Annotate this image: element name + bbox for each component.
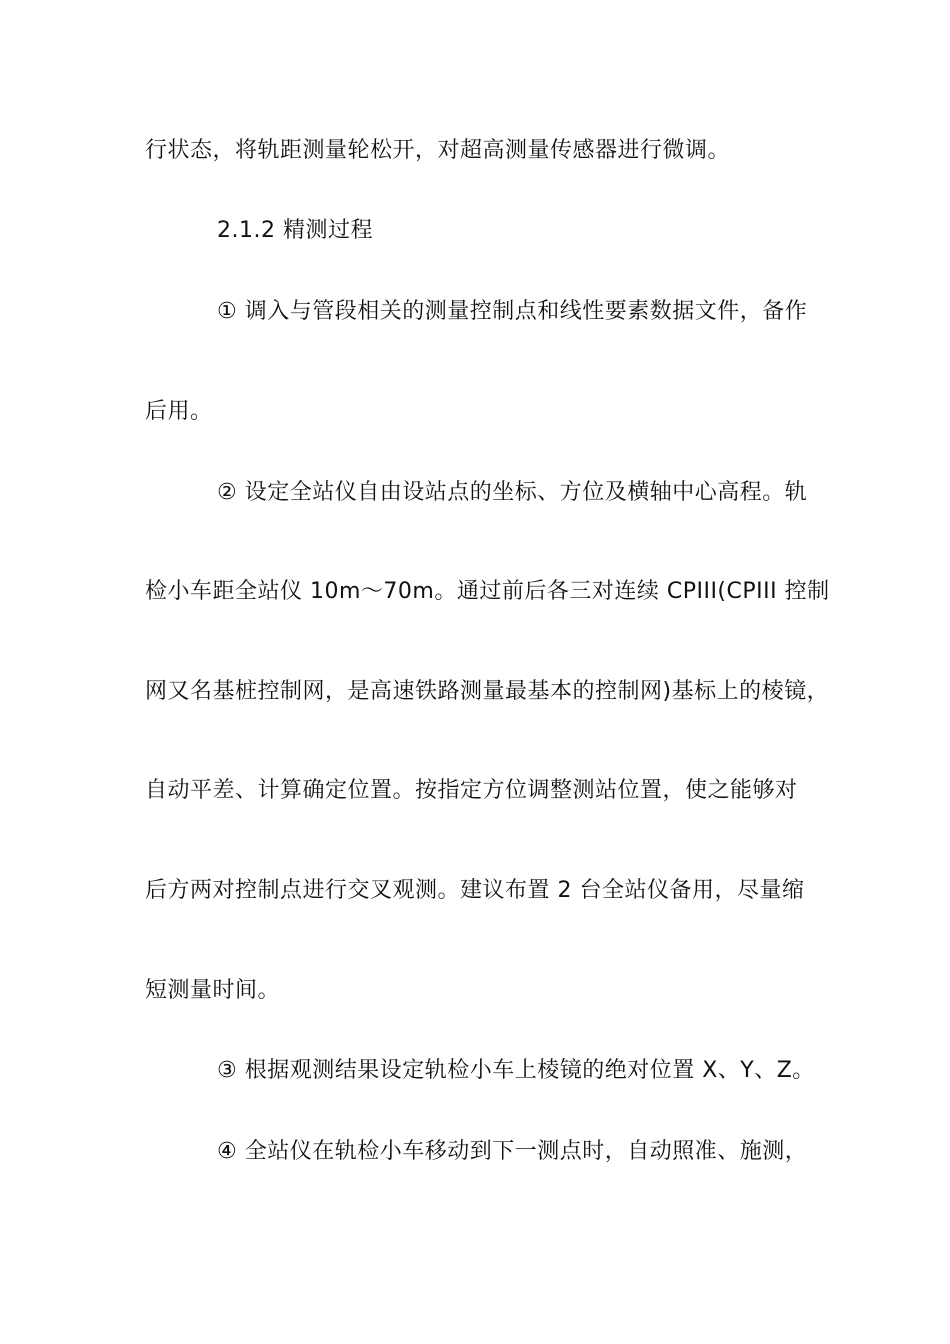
paragraph-line: 自动平差、计算确定位置。按指定方位调整测站位置，使之能够对 — [145, 778, 798, 803]
paragraph-line: ① 调入与管段相关的测量控制点和线性要素数据文件，备作 — [217, 299, 808, 324]
paragraph-line: 网又名基桩控制网，是高速铁路测量最基本的控制网)基标上的棱镜， — [145, 679, 830, 704]
paragraph-line: 行状态，将轨距测量轮松开，对超高测量传感器进行微调。 — [145, 138, 731, 163]
paragraph-line: 短测量时间。 — [145, 978, 281, 1003]
paragraph-line: 后用。 — [145, 399, 213, 424]
paragraph-line: ② 设定全站仪自由设站点的坐标、方位及横轴中心高程。轨 — [217, 480, 808, 505]
paragraph-line: 检小车距全站仪 10m～70m。通过前后各三对连续 CPIII(CPIII 控制 — [145, 579, 830, 604]
paragraph-line: ③ 根据观测结果设定轨检小车上棱镜的绝对位置 X、Y、Z。 — [217, 1058, 815, 1083]
section-heading: 2.1.2 精测过程 — [217, 218, 373, 243]
paragraph-line: 后方两对控制点进行交叉观测。建议布置 2 台全站仪备用，尽量缩 — [145, 878, 805, 903]
paragraph-line: ④ 全站仪在轨检小车移动到下一测点时，自动照准、施测， — [217, 1139, 808, 1164]
